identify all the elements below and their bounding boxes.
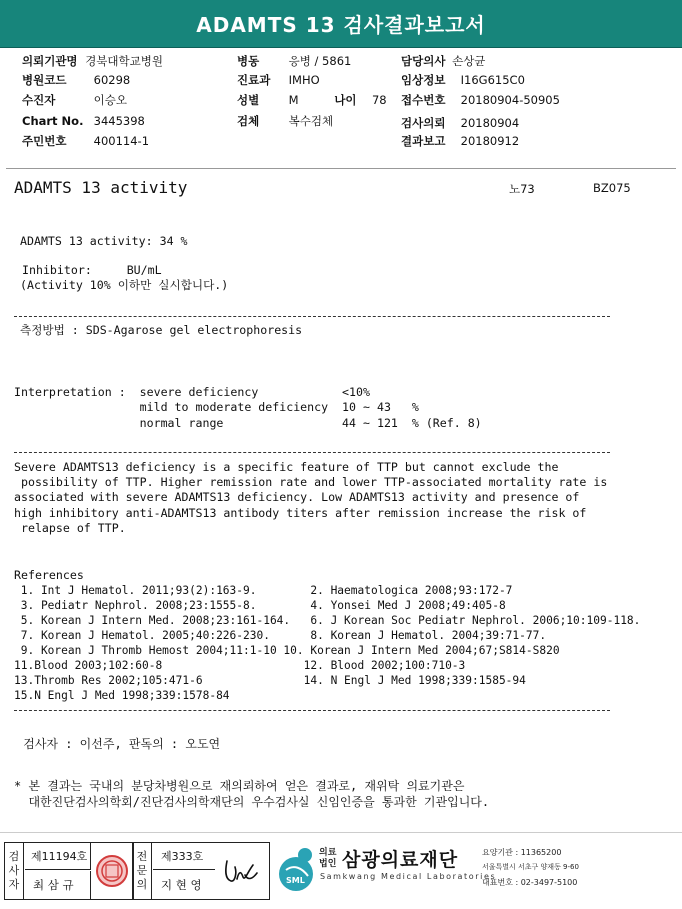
reference-line: 5. Korean J Intern Med. 2008;23:161-164. 6. J Korean Soc Pediatr Nephrol. 2006;10:109-118. — [14, 614, 641, 627]
method-line: 측정방법 : SDS-Agarose gel electrophoresis — [20, 323, 303, 337]
chart-row: Chart No. 3445398 — [22, 114, 145, 128]
test-code-2: BZ075 — [593, 181, 631, 195]
examiner-label: 검사자 — [5, 843, 24, 899]
sex-age-row: 성별 M 나이 78 — [237, 93, 387, 107]
chart-value: 3445398 — [93, 114, 145, 128]
report-date-value: 20180912 — [460, 134, 520, 148]
examiner-stamp-box — [4, 842, 134, 900]
age-value: 78 — [371, 93, 387, 107]
specialist-label: 전문의 — [133, 843, 152, 899]
accreditation-note: 대한진단검사의학회/진단검사의학재단의 우수검사실 신임인증을 통과한 기관입니다. — [14, 795, 490, 809]
doctor-row: 담당의사 손상균 — [401, 54, 486, 68]
doctor-value: 손상균 — [452, 54, 486, 68]
comment-line: possibility of TTP. Higher remission rate and lower TTP-associated mortality rate is — [14, 475, 608, 489]
dashed-divider — [14, 710, 610, 711]
org-phone: 대표번호 : 02-3497-5100 — [482, 878, 578, 887]
dashed-divider — [14, 452, 610, 453]
ward-value: 응병 / 5861 — [288, 54, 352, 68]
receipt-value: 20180904-50905 — [460, 93, 560, 107]
comment-line: associated with severe ADAMTS13 deficiency. Low ADAMTS13 activity and presence of — [14, 490, 580, 504]
interpretation-normal: normal range 44 ~ 121 % (Ref. 8) — [14, 416, 482, 430]
ward-row: 병동 응병 / 5861 — [237, 54, 352, 68]
receipt-row: 접수번호 20180904-50905 — [401, 93, 560, 107]
signature-icon — [221, 853, 261, 889]
org-prefix: 의료법인 — [319, 848, 337, 869]
test-code-1: 노73 — [509, 182, 535, 196]
org-address: 서울특별시 서초구 양재동 9-60 — [482, 863, 579, 871]
org-contact: 요양기관 : 11365200 — [482, 848, 562, 857]
comment-line: high inhibitory anti-ADAMTS13 antibody titers after remission increase the risk of — [14, 506, 587, 520]
comment-line: relapse of TTP. — [14, 521, 126, 535]
reference-line: 15.N Engl J Med 1998;339:1578-84 — [14, 689, 230, 702]
registry-row: 임상정보 I16G615C0 — [401, 73, 525, 87]
inhibitor-note: (Activity 10% 이하만 실시합니다.) — [20, 278, 229, 292]
registry-value: I16G615C0 — [460, 73, 525, 87]
request-date-value: 20180904 — [460, 116, 520, 130]
reference-line: 3. Pediatr Nephrol. 2008;23:1555-8. 4. Yonsei Med J 2008;49:405-8 — [14, 599, 506, 612]
patient-value: 이승오 — [93, 93, 127, 107]
interpretation-severe: Interpretation : severe deficiency <10% — [14, 385, 370, 399]
inhibitor-line: Inhibitor: BU/mL — [22, 263, 162, 277]
hospital-row: 의뢰기관명 경북대학교병원 — [22, 54, 163, 68]
examiner-license: 제11194호 — [25, 843, 91, 870]
specimen-value: 복수검체 — [288, 114, 334, 128]
examiner-name: 최 삼 규 — [25, 871, 91, 899]
interpretation-mild: mild to moderate deficiency 10 ~ 43 % — [14, 400, 419, 414]
report-title: ADAMTS 13 검사결과보고서 — [196, 13, 486, 37]
specialist-name: 지 현 영 — [161, 878, 202, 892]
references-title: References — [14, 568, 84, 582]
specimen-row: 검체 복수검체 — [237, 114, 334, 128]
reference-line: 9. Korean J Thromb Hemost 2004;11:1-10 10. Korean J Intern Med 2004;67;S814-S820 — [14, 644, 560, 657]
test-title: ADAMTS 13 activity — [14, 178, 188, 197]
sex-value: M — [288, 93, 299, 107]
hospital-value: 경북대학교병원 — [85, 54, 163, 68]
resident-row: 주민번호 400114-1 — [22, 134, 150, 148]
section-divider — [6, 168, 676, 169]
dashed-divider — [14, 316, 610, 317]
logo-text: SML — [286, 876, 305, 885]
reference-line: 13.Thromb Res 2002;105:471-6 14. N Engl J Med 1998;339:1585-94 — [14, 674, 526, 687]
org-name: 삼광의료재단 — [342, 849, 459, 871]
activity-result: ADAMTS 13 activity: 34 % — [20, 234, 188, 248]
dept-value: IMHO — [288, 73, 320, 87]
hospital-code-row: 병원코드 60298 — [22, 73, 131, 87]
sml-logo-icon — [272, 846, 318, 894]
reference-line: 1. Int J Hematol. 2011;93(2):163-9. 2. Haematologica 2008;93:172-7 — [14, 584, 513, 597]
patient-row: 수진자 이승오 — [22, 93, 127, 107]
examiners-line: 검사자 : 이선주, 판독의 : 오도연 — [16, 737, 221, 751]
comment-line: Severe ADAMTS13 deficiency is a specific feature of TTP but cannot exclude the — [14, 460, 559, 474]
reference-line: 11.Blood 2003;102:60-8 12. Blood 2002;100:710-3 — [14, 659, 466, 672]
specialist-stamp-box — [132, 842, 270, 900]
accreditation-note: * 본 결과는 국내의 분당차병원으로 재의뢰하여 얻은 결과로, 재위탁 의료기관은 — [14, 779, 465, 793]
request-date-row: 검사의뢰 20180904 — [401, 116, 520, 130]
report-date-row: 결과보고 20180912 — [401, 134, 520, 148]
org-english-name: Samkwang Medical Laboratories — [320, 872, 497, 881]
specialist-license: 제333호 — [153, 843, 215, 870]
hospital-code-value: 60298 — [93, 73, 131, 87]
resident-value: 400114-1 — [93, 134, 150, 148]
report-header — [0, 0, 682, 48]
reference-line: 7. Korean J Hematol. 2005;40:226-230. 8. Korean J Hematol. 2004;39:71-77. — [14, 629, 547, 642]
dept-row: 진료과 IMHO — [237, 73, 320, 87]
seal-icon — [95, 853, 129, 889]
